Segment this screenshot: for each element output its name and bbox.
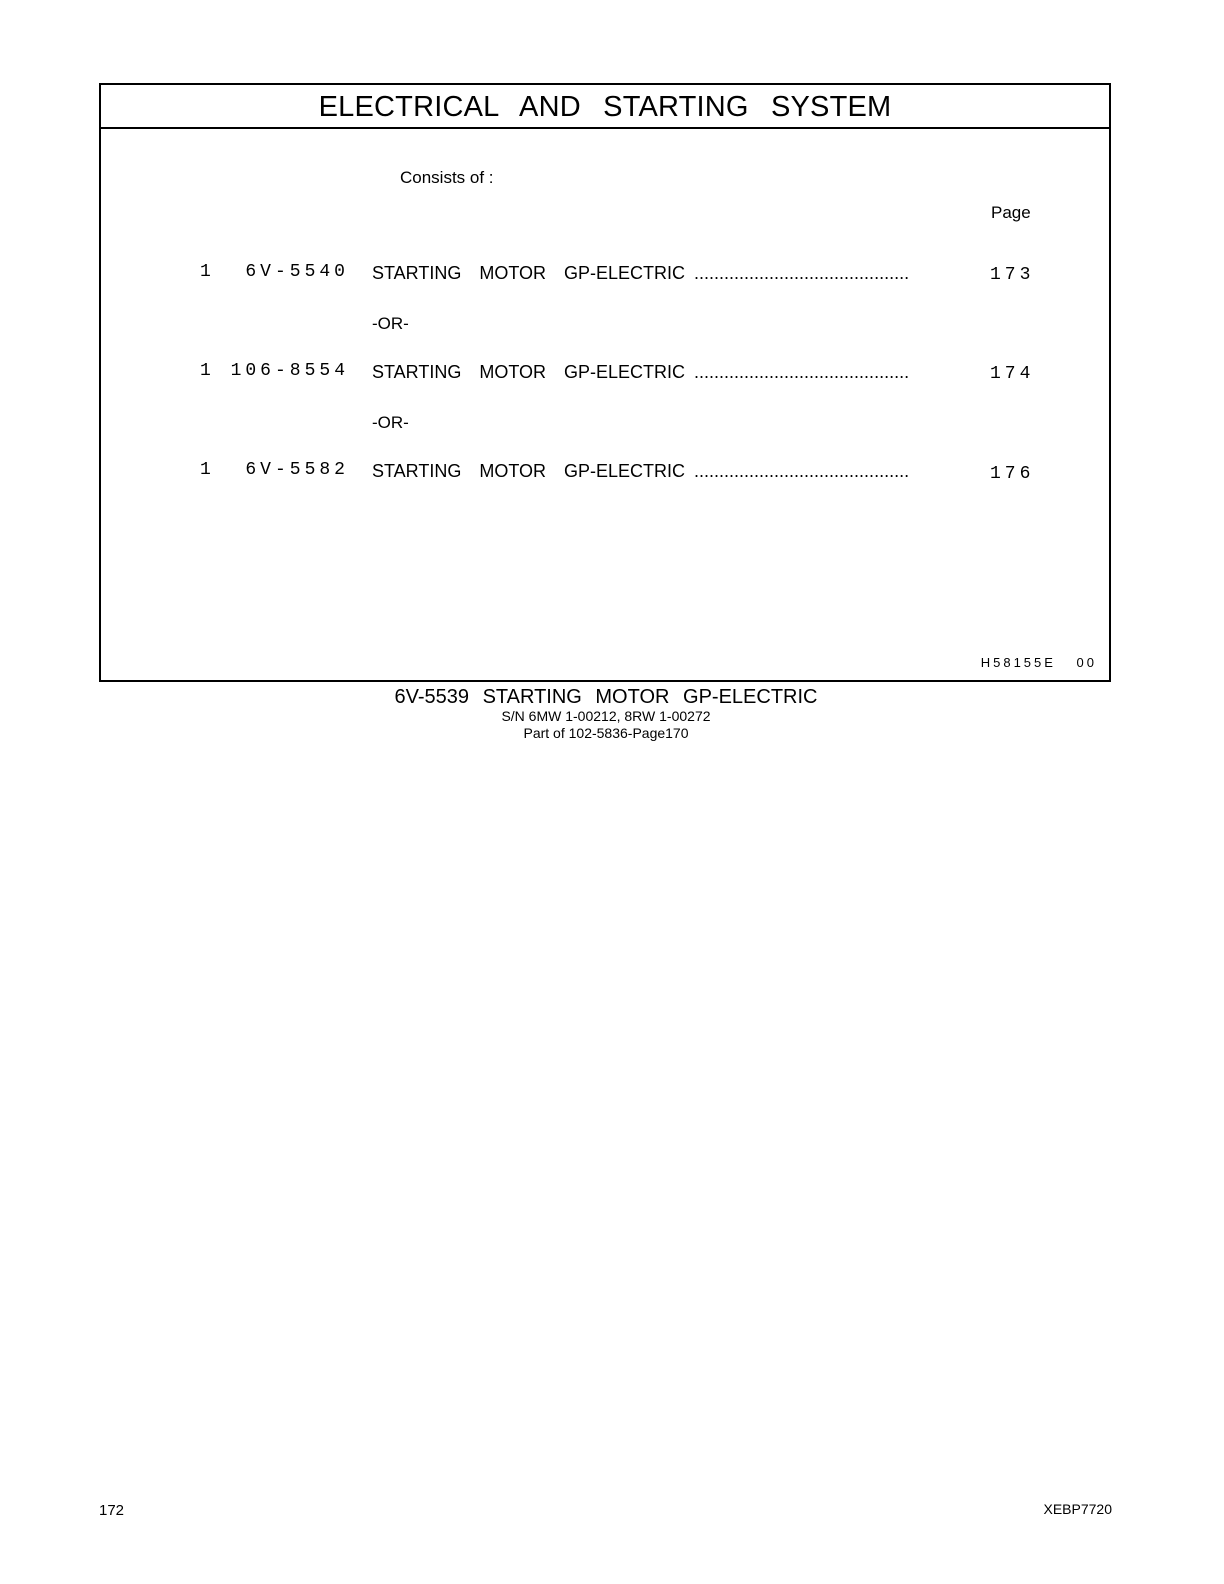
item-page-link[interactable]: 176 bbox=[990, 464, 1035, 484]
drawing-number: H58155E 00 bbox=[980, 655, 1097, 670]
item-description: STARTING MOTOR GP-ELECTRIC ........................................... bbox=[372, 461, 910, 481]
caption-title: 6V-5539 STARTING MOTOR GP-ELECTRIC bbox=[394, 686, 818, 708]
footer-page-number: 172 bbox=[99, 1502, 125, 1519]
item-part-number: 6V-5540 bbox=[245, 262, 349, 282]
item-quantity: 1 bbox=[200, 460, 211, 480]
item-description: STARTING MOTOR GP-ELECTRIC ........................................... bbox=[372, 362, 910, 382]
item-part-number: 106-8554 bbox=[230, 361, 349, 381]
item-page-link[interactable]: 174 bbox=[990, 364, 1035, 384]
caption-part-of: Part of 102-5836-Page170 bbox=[523, 725, 689, 741]
section-title: ELECTRICAL AND STARTING SYSTEM bbox=[101, 85, 1109, 129]
or-separator: -OR- bbox=[372, 413, 409, 432]
item-page-link[interactable]: 173 bbox=[990, 265, 1035, 285]
item-quantity: 1 bbox=[200, 361, 211, 381]
item-part-number: 6V-5582 bbox=[245, 460, 349, 480]
section-frame bbox=[99, 83, 1111, 682]
consists-label: Consists of : bbox=[400, 168, 494, 187]
page-column-header: Page bbox=[991, 203, 1031, 222]
item-quantity: 1 bbox=[200, 262, 211, 282]
or-separator: -OR- bbox=[372, 314, 409, 333]
caption-serial-numbers: S/N 6MW 1-00212, 8RW 1-00272 bbox=[501, 708, 711, 724]
footer-document-id: XEBP7720 bbox=[1043, 1501, 1112, 1517]
item-description: STARTING MOTOR GP-ELECTRIC ........................................... bbox=[372, 263, 910, 283]
